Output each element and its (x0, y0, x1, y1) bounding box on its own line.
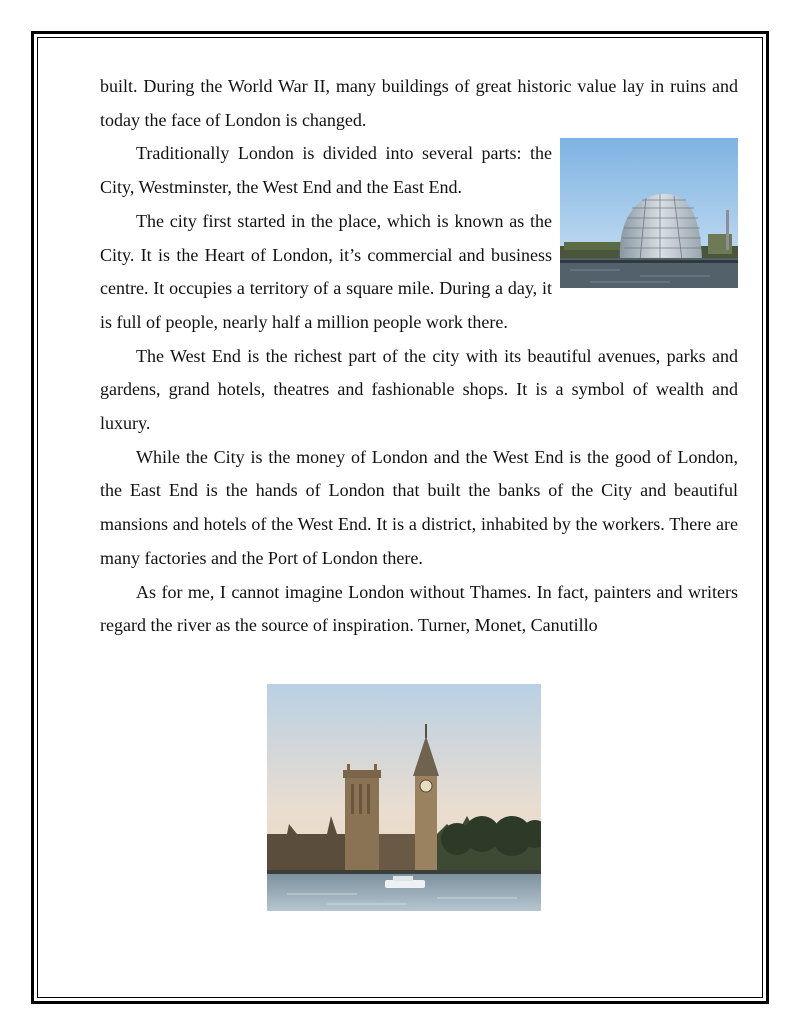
paragraph-2: Traditionally London is divided into several parts: the City, Westminster, the West End and the East End. (100, 143, 552, 198)
paragraph-4: The West End is the richest part of the city with its beautiful avenues, parks and gardens, grand hotels, theatres and fashionable shops. It is a symbol of wealth and luxury. (100, 345, 738, 434)
document-body (100, 70, 738, 643)
paragraph-5: While the City is the money of London and the West End is the good of London, the East End is the hands of London that built the banks of the City and beautiful mansions and hotels of the West End. It is a district, inhabited by the workers. There are many factories and the Port of London there. (100, 446, 738, 568)
big-ben-photo (267, 684, 541, 911)
city-hall-photo-icon (560, 138, 738, 288)
paragraph-3: The city first started in the place, which is known as the City. It is the Heart of London, it’s commercial and business centre. It occupies a territory of a square mile. During a day, it is full of people, nearly half a million people work there. (100, 210, 552, 332)
city-hall-photo (560, 138, 738, 288)
big-ben-photo-icon (267, 684, 541, 911)
paragraph-6: As for me, I cannot imagine London without Thames. In fact, painters and writers regard the river as the source of inspiration. Turner, Monet, Canutillo (100, 581, 738, 636)
paragraph-1: built. During the World War II, many buildings of great historic value lay in ruins and today the face of London is changed. (100, 76, 738, 130)
